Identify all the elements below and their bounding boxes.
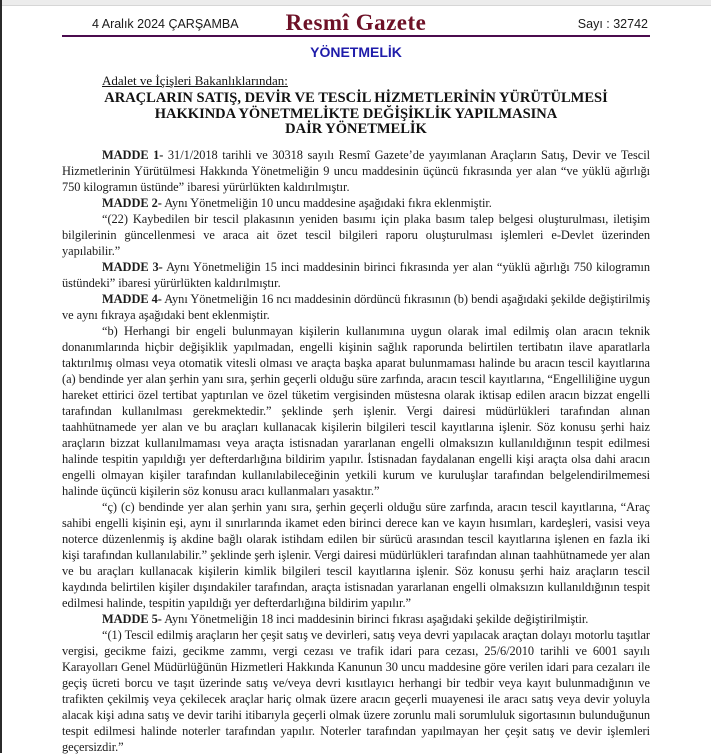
gazette-date: 4 Aralık 2024 ÇARŞAMBA bbox=[92, 17, 239, 31]
paragraph bbox=[62, 259, 650, 291]
gazette-header bbox=[62, 6, 650, 34]
paragraph-text: “ç) (c) bendinde yer alan şerhin yanı sıra, şerhin geçerli olduğu süre zarfında, aracın tescil kayıtlarına, “Araç sahibi engelli kişinin eşi, aynı il sınırlarında ikamet eden birinci derece kan ve kayın hısımları, kardeşleri, vasisi veya noterce düzenlenmiş iş akdine bağlı olarak istihdam edilen bir sürücü arasından tescil kayıtlarına işlenen en fazla iki kişi tarafından kullanılabilir.” şeklinde şerh işlenir. Vergi dairesi müdürlükleri tarafından alınan taahhütnamede yer alan ve bu araçları kullanacak kişilerin kimlik bilgileri tescil kayıtlarına işlenir. Söz konusu şerhi haiz araçların tescil kaydında belirtilen kişiler dışındakiler tarafından, araçta istisnadan yararlanan engelli olmaksızın kullanıldığının tespit edilmesi halinde, tespitin yapıldığı yer defterdarlığına bildirim yapılır.” bbox=[62, 499, 650, 610]
regulation-title-line-1: ARAÇLARIN SATIŞ, DEVİR VE TESCİL HİZMETLERİNİN YÜRÜTÜLMESİ bbox=[104, 90, 608, 106]
paragraph-text: Aynı Yönetmeliğin 15 inci maddesinin birinci fıkrasında yer alan “yüklü ağırlığı 750 kilogramın üstündeki” ibaresi yürürlükten kaldırılmıştır. bbox=[62, 259, 650, 290]
paragraph-text: Aynı Yönetmeliğin 16 ncı maddesinin dördüncü fıkrasının (b) bendi aşağıdaki şekilde değiştirilmiş ve aynı fıkraya aşağıdaki bent eklenmiştir. bbox=[62, 291, 651, 322]
paragraph bbox=[62, 195, 650, 211]
section-heading: YÖNETMELİK bbox=[310, 44, 402, 60]
paragraph-text: “(22) Kaybedilen bir tescil plakasının yeniden basımı için plaka basım talep belgesi oluşturulması, iletişim bilgilerinin güncellenmesi ve araca ait özet tescil bilgileri raporu oluşturulması işlemleri e-Devlet üzerinden yapılabilir.” bbox=[62, 211, 650, 258]
article-body bbox=[62, 147, 650, 755]
article-number: MADDE 5- bbox=[102, 611, 162, 626]
regulation-title bbox=[62, 91, 650, 138]
window-left-edge bbox=[0, 0, 2, 753]
article-number: MADDE 4- bbox=[102, 291, 162, 306]
article-number: MADDE 3- bbox=[102, 259, 163, 274]
gazette-masthead: Resmî Gazete bbox=[285, 10, 427, 35]
paragraph bbox=[62, 323, 650, 499]
ministry-line: Adalet ve İçişleri Bakanlıklarından: bbox=[102, 73, 288, 88]
paragraph-text: 31/1/2018 tarihli ve 30318 sayılı Resmî Gazete’de yayımlanan Araçların Satış, Devir ve Tescil Hizmetlerinin Yürütülmesi Hakkında Yönetmeliğin 9 uncu maddesinin üçüncü fıkrasında yer alan “ve yüklü ağırlığı 750 kilogramın üstünde” ibaresi yürürlükten kaldırılmıştır. bbox=[62, 147, 650, 194]
paragraph bbox=[62, 291, 650, 323]
article-number: MADDE 2- bbox=[102, 195, 162, 210]
paragraph-text: Aynı Yönetmeliğin 10 uncu maddesine aşağıdaki fıkra eklenmiştir. bbox=[161, 195, 492, 210]
article-number: MADDE 1- bbox=[102, 147, 164, 162]
paragraph bbox=[62, 147, 650, 195]
paragraph-text: Aynı Yönetmeliğin 18 inci maddesinin birinci fıkrası aşağıdaki şekilde değiştirilmiştir. bbox=[161, 611, 589, 626]
paragraph bbox=[62, 499, 650, 611]
paragraph bbox=[62, 211, 650, 259]
document-content bbox=[62, 6, 650, 755]
paragraph bbox=[62, 627, 650, 755]
paragraph bbox=[62, 611, 650, 627]
regulation-title-line-3: DAİR YÖNETMELİK bbox=[285, 121, 427, 137]
paragraph-text: “(1) Tescil edilmiş araçların her çeşit satış ve devirleri, satış veya devri yapılacak araçtan dolayı motorlu taşıtlar vergisi, gecikme faizi, gecikme zammı, vergi cezası ve trafik idari para cezası, 25/6/2010 tarihli ve 6001 sayılı Karayolları Genel Müdürlüğünün Hizmetleri Hakkında Kanunun 30 uncu maddesine göre verilen idari para cezaları ile geçiş ücreti borcu ve taşıt üzerinde satış ve/veya devri kısıtlayıcı herhangi bir tedbir veya kayıt bulunmadığının ve trafikten çekilmiş veya çekilecek araçlar hariç olmak üzere aracın geçerli muayenesi ile aracı satış veya devir yoluyla alacak kişi adına satış ve devir tarihi itibarıyla geçerli olmak üzere zorunlu mali sorumluluk sigortasının bulunduğunun tespit edilmesi halinde noterler tarafından yapılır. Noterler tarafından yapılmayan her çeşit satış ve devir işlemleri geçersizdir.” bbox=[62, 627, 650, 754]
gazette-issue-number: Sayı : 32742 bbox=[577, 17, 648, 31]
regulation-title-line-2: HAKKINDA YÖNETMELİKTE DEĞİŞİKLİK YAPILMASINA bbox=[154, 105, 558, 122]
paragraph-text: “b) Herhangi bir engeli bulunmayan kişilerin kullanımına uygun olarak imal edilmiş olan aracın teknik donanımlarında hiçbir değişiklik yapılmadan, engelli kişinin sağlık raporunda belirtilen tertibatın ilave aparatlarla taktırılmış olması veya otomatik vitesli olması ve araçta başka aparat bulunmaması halinde bu aracın tescil kayıtlarına (a) bendinde yer alan şerhin yanı sıra, şerhin geçerli olduğu süre zarfında, aracın tescil kayıtlarına, “Engelliliğine uygun hareket ettirici özel tertibat yaptırılan ve özel tüketim vergisinden müstesna olarak iktisap edilen aracın bizzat engelli tarafından kullanılması gerekmektedir.” şeklinde şerh işlenir. Vergi dairesi müdürlükleri tarafından alınan taahhütnamede yer alan ve bu araçları kullanacak kişilerin bilgileri tescil kayıtlarına işlenir. Söz konusu şerhi haiz araçların bizzat kullanılmaması veya araçta istisnadan yararlanan engelli olmaksızın kullanıldığının tespit edilmesi halinde tespitin yapıldığı yer defterdarlığına bildirim yapılır. İstisnadan faydalanan engelli kişi araçta olsa dahi aracın engelli olmayan kişiler tarafından kullanılabileceğinin yetkili kurum ve kuruluşlar tarafından belgelendirilmemesi halinde üçüncü kişilerin söz konusu aracı kullanmaları yasaktır.” bbox=[62, 323, 650, 498]
